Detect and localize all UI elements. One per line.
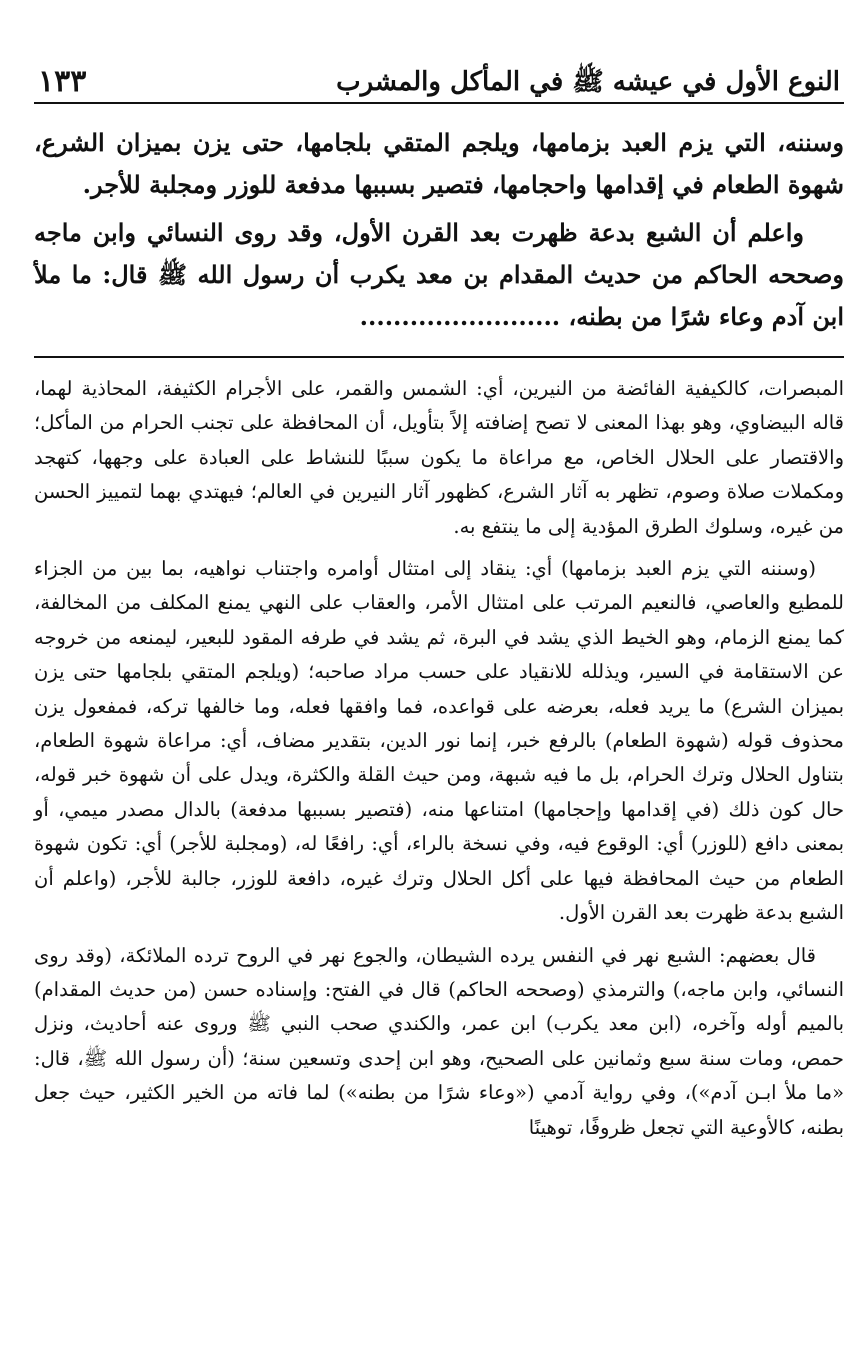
header-rule bbox=[34, 102, 844, 104]
commentary bbox=[34, 372, 844, 1145]
page bbox=[34, 62, 844, 1145]
main-paragraph: واعلم أن الشبع بدعة ظهرت بعد القرن الأول، وقد روى النسائي وابن ماجه وصححه الحاكم من حديث المقدام بن معد يكرب أن رسول الله ﷺ قال: ما ملأ ابن آدم وعاء شرًا من بطنه، ........................ bbox=[34, 218, 844, 331]
commentary-paragraph: المبصرات، كالكيفية الفائضة من النيرين، أي: الشمس والقمر، على الأجرام الكثيفة، المحاذية لهما، قاله البيضاوي، وهو بهذا المعنى لا تصح إضافته إلاً بتأويل، أن المحافظة على تجنب الحرام من المأكل؛ والاقتصار على الحلال الخاص، مع مراعاة ما يكون سببًا للنشاط على العبادة على وجهها، كتهجد ومكملات صلاة وصوم، تظهر به آثار الشرع، كظهور آثار النيرين في العالم؛ فيهتدي بهما لتمييز الحسن من غيره، وسلوك الطرق المؤدية إلى ما ينتفع به. bbox=[34, 377, 844, 538]
commentary-paragraph: قال بعضهم: الشبع نهر في النفس يرده الشيطان، والجوع نهر في الروح ترده الملائكة، (وقد روى النسائي، وابن ماجه،) والترمذي (وصححه الحاكم) قال في الفتح: وإسناده حسن (من حديث المقدام) بالميم أوله وآخره، (ابن معد يكرب) ابن عمر، والكندي صحب النبي ﷺ وروى عنه أحاديث، ونزل حمص، ومات سنة سبع وثمانين على الصحيح، وهو ابن إحدى وتسعين سنة؛ (أن رسول الله ﷺ، قال: «ما ملأ ابـن آدم»)، وفي رواية آدمي («وعاء شرًا من بطنه») لما فاته من الخير الكثير، حيث جعل بطنه، كالأوعية التي تجعل ظروفًا، توهينًا bbox=[34, 943, 844, 1139]
main-text bbox=[34, 122, 844, 338]
chapter-title: النوع الأول في عيشه ﷺ في المأكل والمشرب bbox=[336, 67, 840, 97]
running-header bbox=[34, 62, 844, 98]
page-number: ١٣٣ bbox=[38, 64, 87, 99]
main-paragraph: وسننه، التي يزم العبد بزمامها، ويلجم المتقي بلجامها، حتى يزن بميزان الشرع، شهوة الطعام في إقدامها واحجامها، فتصير بسببها مدفعة للوزر ومجلبة للأجر. bbox=[34, 128, 844, 199]
commentary-paragraph: (وسننه التي يزم العبد بزمامها) أي: ينقاد إلى امتثال أوامره واجتناب نواهيه، بما بين من الجزاء للمطيع والعاصي، فالنعيم المرتب على امتثال الأمر، والعقاب على النهي يمنع المكلف من المخالفة، كما يمنع الزمام، وهو الخيط الذي يشد في البرة، ثم يشد في طرفه المقود للبعير، ليمنعه من خروجه عن الاستقامة في السير، ويذلله للانقياد على حسب مراد صاحبه؛ (ويلجم المتقي بلجامها حتى يزن بميزان الشرع) ما يريد فعله، بعرضه على قواعده، فما وافقها فعله، وما خالفها تركه، فمفعول يزن محذوف قوله (شهوة الطعام) بالرفع خبر، إنما نور الدين، بتقدير مضاف، أي: مراعاة شهوة الطعام، بتناول الحلال وترك الحرام، بل ما فيه شبهة، ومن حيث القلة والكثرة، ويدل على أن شهوة خبر قوله، حال كون ذلك (في إقدامها وإحجامها) امتناعها منه، (فتصير بسببها مدفعة) بالدال مصدر ميمي، أو بمعنى دافع (للوزر) أي: الوقوع فيه، وفي نسخة بالراء، أي: رافعًا له، (ومجلبة للأجر) أي: تكون شهوة الطعام من حيث المحافظة فيها على أكل الحلال وترك غيره، دافعة للوزر، جالبة للأجر، (واعلم أن الشبع بدعة ظهرت بعد القرن الأول. bbox=[34, 557, 844, 925]
separator-rule bbox=[34, 356, 844, 358]
